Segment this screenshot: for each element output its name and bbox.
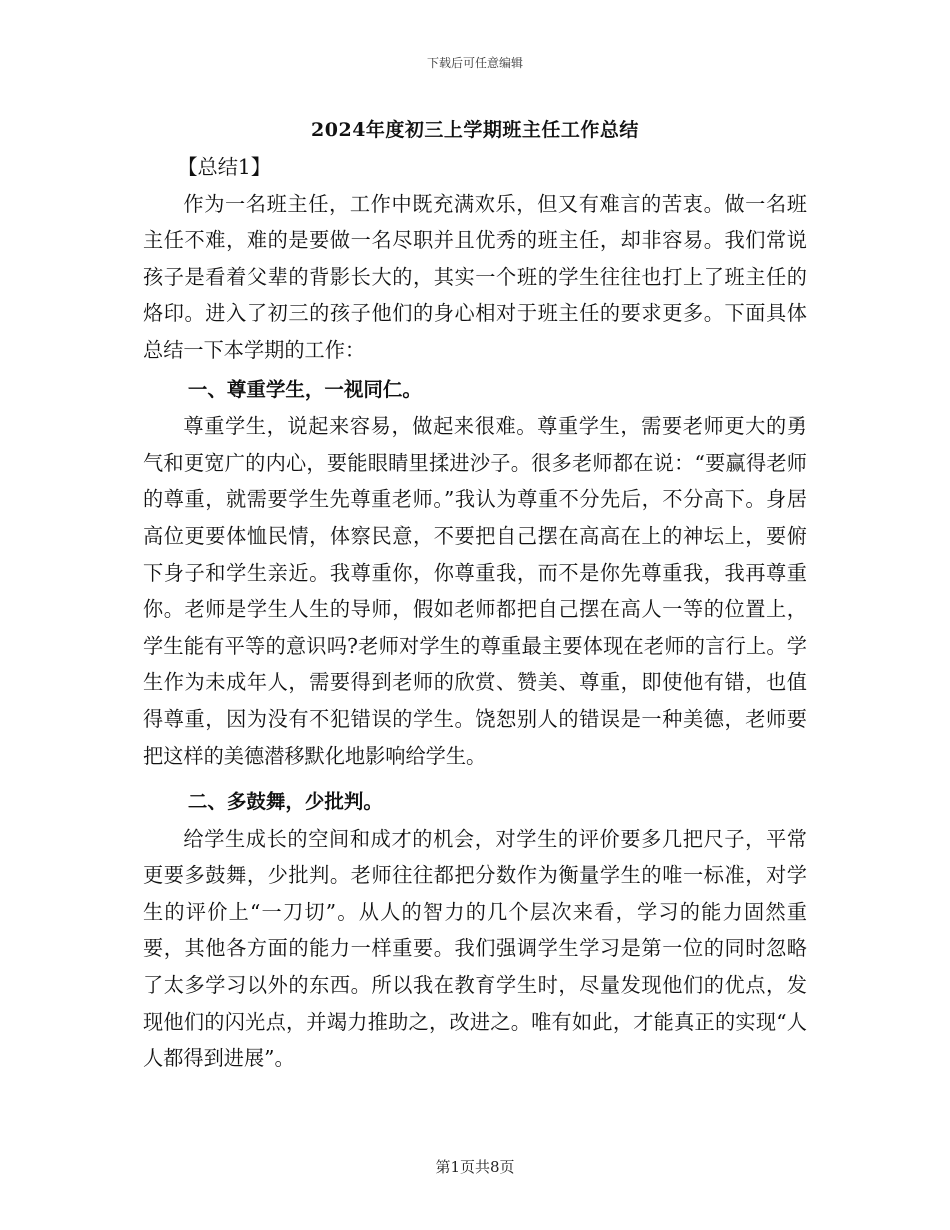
document-body	[143, 149, 807, 1077]
section-heading-2: 二、多鼓舞，少批判。	[187, 790, 383, 814]
page-footer: 第1页共8页	[435, 1158, 515, 1176]
section-paragraph-1: 尊重学生，说起来容易，做起来很难。尊重学生，需要老师更大的勇气和更宽广的内心，要能眼睛里揉进沙子。很多老师都在说：“要赢得老师的尊重，就需要学生先尊重老师。”我认为尊重不分先后，不分高下。身居高位更要体恤民情，体察民意，不要把自己摆在高高在上的神坛上，要俯下身子和学生亲近。我尊重你，你尊重我，而不是你先尊重我，我再尊重你。老师是学生人生的导师，假如老师都把自己摆在高人一等的位置上，学生能有平等的意识吗?老师对学生的尊重最主要体现在老师的言行上。学生作为未成年人，需要得到老师的欣赏、赞美、尊重，即使他有错，也值得尊重，因为没有不犯错误的学生。饶恕别人的错误是一种美德，老师要把这样的美德潜移默化地影响给学生。	[143, 414, 807, 768]
section-label: 【总结1】	[177, 155, 271, 179]
section-paragraph-2: 给学生成长的空间和成才的机会，对学生的评价要多几把尺子，平常更要多鼓舞，少批判。老师往往都把分数作为衡量学生的唯一标准，对学生的评价上“一刀切”。从人的智力的几个层次来看，学习的能力固然重要，其他各方面的能力一样重要。我们强调学生学习是第一位的同时忽略了太多学习以外的东西。所以我在教育学生时，尽量发现他们的优点，发现他们的闪光点，并竭力推助之，改进之。唯有如此，才能真正的实现“人人都得到进展”。	[143, 826, 807, 1071]
intro-paragraph: 作为一名班主任，工作中既充满欢乐，但又有难言的苦衷。做一名班主任不难，难的是要做一名尽职并且优秀的班主任，却非容易。我们常说孩子是看着父辈的背影长大的，其实一个班的学生往往也打上了班主任的烙印。进入了初三的孩子他们的身心相对于班主任的要求更多。下面具体总结一下本学期的工作：	[143, 191, 807, 362]
header-note: 下载后可任意编辑	[426, 56, 523, 70]
section-heading-1: 一、尊重学生，一视同仁。	[187, 377, 422, 401]
document-title: 2024年度初三上学期班主任工作总结	[311, 119, 639, 141]
